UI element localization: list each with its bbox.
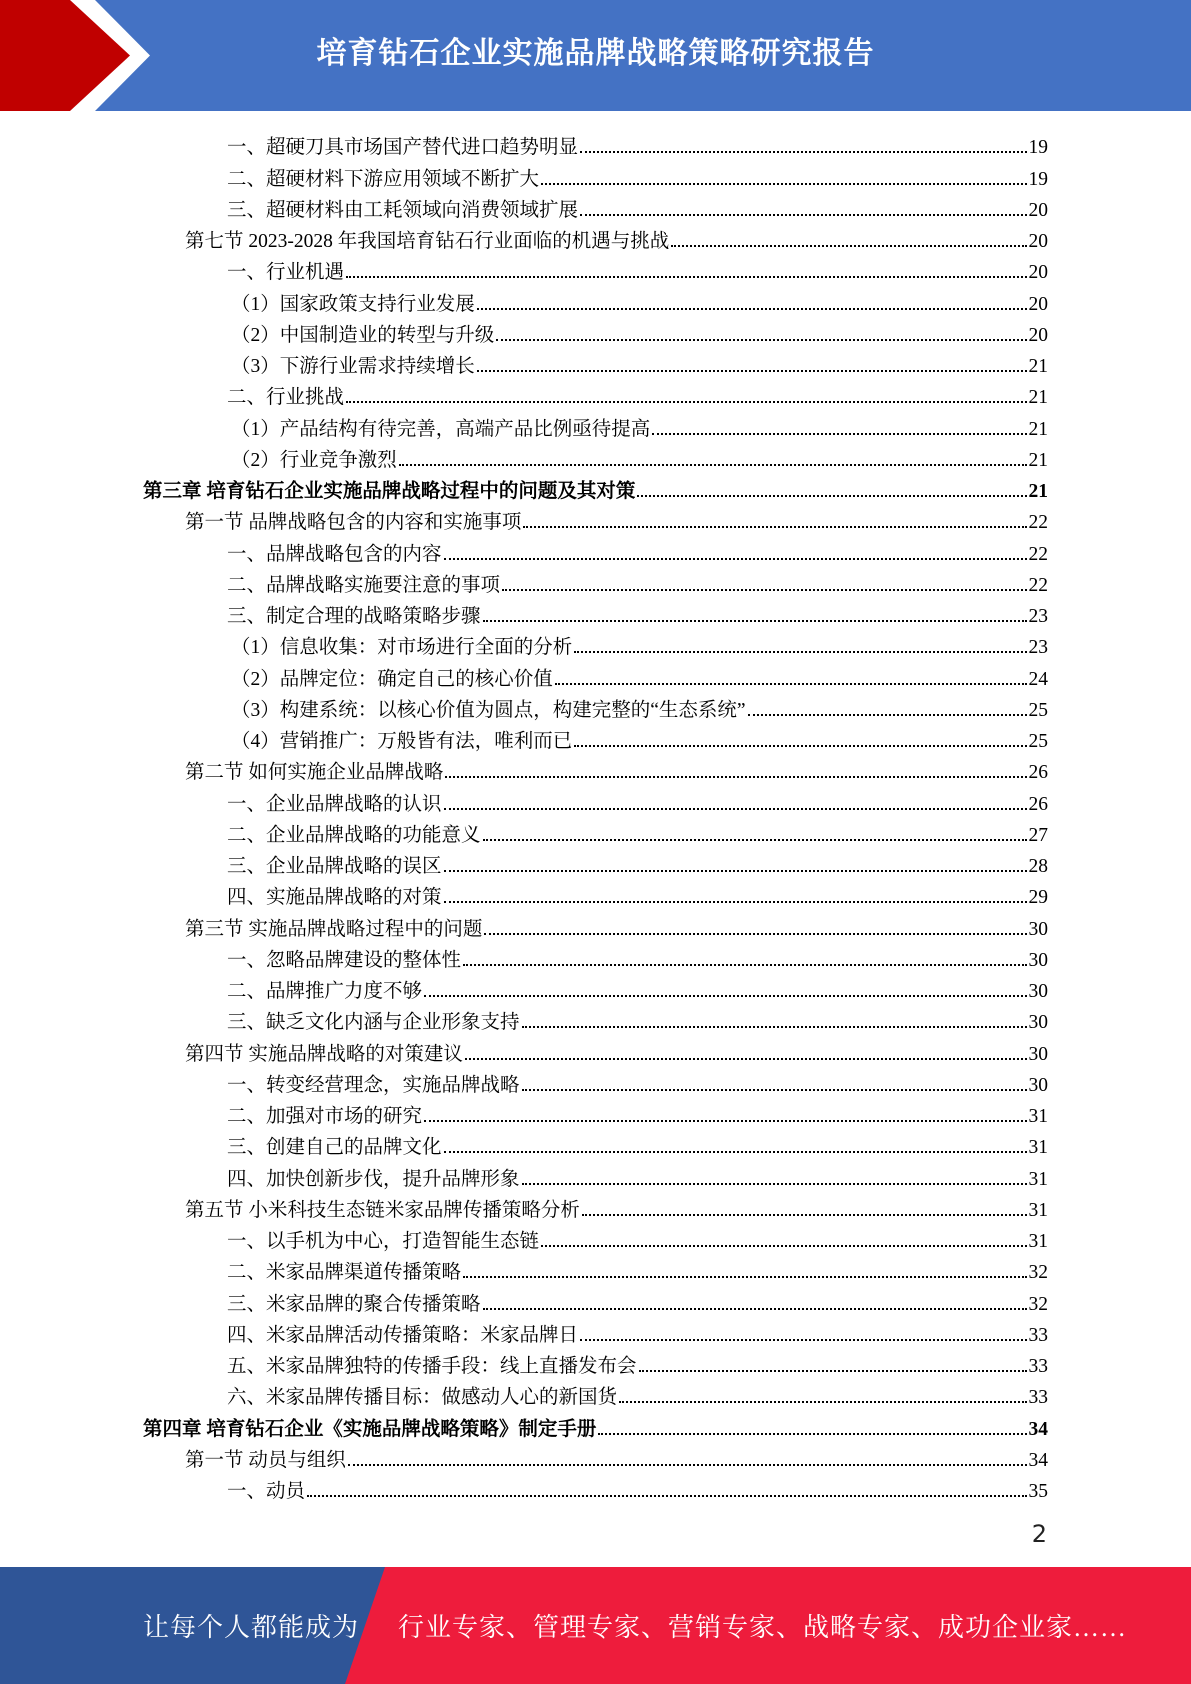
toc-entry[interactable]: [143, 191, 1048, 222]
toc-entry-title: 第一节 品牌战略包含的内容和实施事项: [185, 512, 522, 534]
toc-entry-page: 26: [1028, 762, 1048, 784]
toc-entry-title: 一、超硬刀具市场国产替代进口趋势明显: [227, 137, 579, 159]
toc-entry[interactable]: [143, 659, 1048, 690]
toc-dot-leader: [444, 901, 1027, 903]
toc-dot-leader: [574, 745, 1026, 747]
toc-dot-leader: [580, 214, 1026, 216]
toc-dot-leader: [307, 1495, 1026, 1497]
toc-entry-page: 22: [1028, 574, 1048, 596]
toc-dot-leader: [541, 1245, 1026, 1247]
toc-entry-page: 20: [1028, 293, 1048, 315]
toc-dot-leader: [444, 558, 1027, 560]
toc-entry[interactable]: [143, 253, 1048, 284]
toc-entry-page: 31: [1028, 1168, 1048, 1190]
toc-entry[interactable]: [143, 1159, 1048, 1190]
toc-entry[interactable]: [143, 941, 1048, 972]
toc-entry-title: 三、超硬材料由工耗领域向消费领域扩展: [227, 199, 579, 221]
toc-entry[interactable]: [143, 1003, 1048, 1034]
toc-entry-page: 22: [1028, 543, 1048, 565]
toc-entry-title: 一、以手机为中心，打造智能生态链: [227, 1231, 540, 1252]
toc-entry-title: 第二节 如何实施企业品牌战略: [185, 762, 444, 784]
toc-entry-title: 二、企业品牌战略的功能意义: [227, 824, 481, 846]
toc-entry[interactable]: [143, 1347, 1048, 1378]
toc-entry[interactable]: [143, 409, 1048, 440]
toc-entry[interactable]: [143, 159, 1048, 190]
toc-entry-title: 一、行业机遇: [227, 262, 345, 284]
toc-entry[interactable]: [143, 691, 1048, 722]
toc-entry-title: 第四章 培育钻石企业《实施品牌战略策略》制定手册: [143, 1418, 597, 1440]
toc-entry-page: 24: [1028, 668, 1048, 690]
toc-entry-page: 23: [1028, 637, 1048, 659]
toc-entry-page: 25: [1028, 731, 1048, 752]
toc-entry-page: 28: [1028, 856, 1048, 877]
toc-dot-leader: [424, 995, 1026, 997]
toc-entry[interactable]: [143, 784, 1048, 815]
toc-dot-leader: [444, 808, 1027, 810]
toc-entry-title: 第一节 动员与组织: [185, 1449, 346, 1471]
toc-dot-leader: [444, 1151, 1027, 1153]
toc-entry-title: 第三章 培育钻石企业实施品牌战略过程中的问题及其对策: [143, 481, 636, 502]
toc-dot-leader: [619, 1401, 1026, 1403]
toc-dot-leader: [444, 870, 1027, 872]
page-number: 2: [1031, 1520, 1047, 1548]
toc-entry[interactable]: [143, 628, 1048, 659]
toc-entry-page: 30: [1028, 981, 1048, 1002]
toc-entry-page: 21: [1028, 418, 1048, 440]
toc-entry[interactable]: [143, 722, 1048, 753]
toc-entry-title: 三、企业品牌战略的误区: [227, 856, 442, 877]
toc-entry-title: 二、加强对市场的研究: [227, 1106, 423, 1127]
toc-dot-leader: [652, 433, 1026, 435]
toc-dot-leader: [523, 526, 1026, 528]
toc-entry-title: （1）产品结构有待完善，高端产品比例亟待提高: [231, 418, 651, 440]
toc-entry-page: 20: [1028, 324, 1048, 346]
toc-entry-title: 二、行业挑战: [227, 387, 345, 409]
toc-entry[interactable]: [143, 284, 1048, 315]
toc-entry-title: （2）中国制造业的转型与升级: [231, 324, 495, 346]
toc-entry-page: 25: [1028, 699, 1048, 721]
toc-entry[interactable]: [143, 972, 1048, 1003]
toc-entry-page: 30: [1028, 1074, 1048, 1096]
toc-entry[interactable]: [143, 1441, 1048, 1472]
toc-entry-page: 33: [1028, 1324, 1048, 1346]
toc-entry-title: 第四节 实施品牌战略的对策建议: [185, 1043, 463, 1065]
toc-entry-page: 20: [1028, 231, 1048, 252]
toc-entry-title: 一、忽略品牌建设的整体性: [227, 949, 462, 971]
toc-entry[interactable]: [143, 1253, 1048, 1284]
toc-entry-title: 三、缺乏文化内涵与企业形象支持: [227, 1012, 520, 1034]
toc-entry-page: 30: [1028, 1043, 1048, 1065]
toc-dot-leader: [598, 1433, 1026, 1435]
toc-dot-leader: [502, 589, 1026, 591]
toc-entry-page: 21: [1028, 449, 1048, 471]
toc-entry-page: 31: [1028, 1199, 1048, 1221]
toc-entry-page: 30: [1028, 949, 1048, 971]
toc-entry-title: （2）行业竞争激烈: [231, 449, 397, 471]
toc-entry[interactable]: [143, 472, 1048, 503]
toc-entry-page: 21: [1028, 387, 1048, 409]
toc-entry[interactable]: [143, 1284, 1048, 1315]
toc-dot-leader: [580, 151, 1026, 153]
toc-entry[interactable]: [143, 878, 1048, 909]
toc-entry-page: 35: [1028, 1481, 1048, 1502]
toc-entry[interactable]: [143, 1128, 1048, 1159]
toc-dot-leader: [522, 1026, 1027, 1028]
document-title: 培育钻石企业实施品牌战略策略研究报告: [316, 36, 875, 71]
toc-dot-leader: [671, 245, 1026, 247]
toc-dot-leader: [483, 1308, 1027, 1310]
toc-entry-title: 四、米家品牌活动传播策略：米家品牌日: [227, 1324, 579, 1346]
toc-dot-leader: [496, 339, 1026, 341]
toc-dot-leader: [522, 1089, 1027, 1091]
toc-dot-leader: [348, 1464, 1027, 1466]
toc-entry-page: 31: [1028, 1137, 1048, 1159]
toc-dot-leader: [639, 1370, 1027, 1372]
toc-entry[interactable]: [143, 847, 1048, 878]
toc-entry-title: 四、加快创新步伐，提升品牌形象: [227, 1168, 520, 1190]
toc-entry-title: （1）信息收集：对市场进行全面的分析: [231, 637, 573, 659]
toc-entry-page: 22: [1028, 512, 1048, 534]
toc-entry-page: 32: [1028, 1293, 1048, 1315]
toc-entry-title: 二、品牌战略实施要注意的事项: [227, 574, 501, 596]
toc-entry-title: （3）下游行业需求持续增长: [231, 356, 475, 377]
toc-dot-leader: [463, 964, 1026, 966]
toc-dot-leader: [465, 1058, 1027, 1060]
toc-entry-page: 29: [1028, 887, 1048, 909]
toc-dot-leader: [346, 401, 1026, 403]
toc-dot-leader: [483, 620, 1027, 622]
footer-slogan-right: 行业专家、管理专家、营销专家、战略专家、成功企业家……: [398, 1613, 1128, 1642]
table-of-contents: [143, 128, 1048, 1503]
toc-entry[interactable]: [143, 441, 1048, 472]
toc-entry[interactable]: [143, 128, 1048, 159]
toc-dot-leader: [445, 776, 1026, 778]
toc-entry-title: （3）构建系统：以核心价值为圆点，构建完整的“生态系统”: [231, 699, 746, 721]
toc-entry-page: 19: [1028, 137, 1048, 159]
toc-entry-title: 一、动员: [227, 1481, 306, 1502]
toc-entry[interactable]: [143, 909, 1048, 940]
toc-entry[interactable]: [143, 222, 1048, 253]
toc-entry-page: 27: [1028, 824, 1048, 846]
toc-dot-leader: [399, 464, 1027, 466]
toc-entry-title: （2）品牌定位：确定自己的核心价值: [231, 668, 553, 690]
toc-entry-title: 二、超硬材料下游应用领域不断扩大: [227, 168, 540, 190]
toc-dot-leader: [582, 1214, 1027, 1216]
toc-entry[interactable]: [143, 378, 1048, 409]
toc-entry-page: 30: [1028, 1012, 1048, 1034]
toc-entry-title: 三、制定合理的战略策略步骤: [227, 606, 481, 627]
toc-entry-title: 一、转变经营理念，实施品牌战略: [227, 1074, 520, 1096]
toc-entry-page: 21: [1028, 356, 1048, 377]
toc-entry-page: 20: [1028, 262, 1048, 284]
toc-entry[interactable]: [143, 503, 1048, 534]
toc-dot-leader: [477, 370, 1027, 372]
toc-entry-page: 26: [1028, 793, 1048, 815]
toc-dot-leader: [574, 651, 1026, 653]
toc-entry-page: 32: [1028, 1262, 1048, 1284]
toc-entry[interactable]: [143, 816, 1048, 847]
toc-entry-page: 20: [1028, 199, 1048, 221]
toc-entry-title: 五、米家品牌独特的传播手段：线上直播发布会: [227, 1356, 637, 1377]
toc-entry[interactable]: [143, 1066, 1048, 1097]
toc-entry-title: 三、创建自己的品牌文化: [227, 1137, 442, 1159]
toc-entry-page: 31: [1028, 1106, 1048, 1127]
toc-entry[interactable]: [143, 566, 1048, 597]
toc-entry[interactable]: [143, 347, 1048, 378]
toc-entry[interactable]: [143, 534, 1048, 565]
toc-entry-title: 第七节 2023-2028 年我国培育钻石行业面临的机遇与挑战: [185, 231, 670, 252]
toc-entry-title: 二、品牌推广力度不够: [227, 981, 423, 1002]
toc-entry-page: 19: [1028, 168, 1048, 190]
toc-entry-title: 第三节 实施品牌战略过程中的问题: [185, 918, 483, 940]
toc-entry-title: 二、米家品牌渠道传播策略: [227, 1262, 462, 1284]
toc-entry[interactable]: [143, 316, 1048, 347]
toc-dot-leader: [463, 1276, 1026, 1278]
toc-dot-leader: [424, 1120, 1026, 1122]
toc-entry[interactable]: [143, 1222, 1048, 1253]
toc-entry-page: 31: [1028, 1231, 1048, 1252]
toc-entry[interactable]: [143, 597, 1048, 628]
toc-entry[interactable]: [143, 1316, 1048, 1347]
toc-entry[interactable]: [143, 753, 1048, 784]
toc-entry-page: 30: [1028, 918, 1048, 940]
toc-entry-page: 33: [1028, 1387, 1048, 1409]
page-footer: [0, 1567, 1191, 1684]
toc-dot-leader: [483, 839, 1027, 841]
toc-dot-leader: [748, 714, 1027, 716]
toc-dot-leader: [484, 933, 1026, 935]
toc-entry[interactable]: [143, 1472, 1048, 1503]
toc-dot-leader: [580, 1339, 1026, 1341]
toc-entry[interactable]: [143, 1097, 1048, 1128]
toc-entry-page: 21: [1028, 481, 1048, 502]
toc-dot-leader: [522, 1183, 1027, 1185]
page-header: [0, 0, 1191, 111]
toc-dot-leader: [346, 276, 1026, 278]
toc-entry-title: 一、品牌战略包含的内容: [227, 543, 442, 565]
toc-dot-leader: [637, 495, 1026, 497]
footer-slogan-left: 让每个人都能成为: [143, 1613, 360, 1642]
toc-dot-leader: [477, 308, 1027, 310]
toc-entry-title: （4）营销推广：万般皆有法，唯利而已: [231, 731, 573, 752]
toc-entry-page: 33: [1028, 1356, 1048, 1377]
toc-entry[interactable]: [143, 1191, 1048, 1222]
toc-entry[interactable]: [143, 1409, 1048, 1440]
toc-dot-leader: [555, 683, 1027, 685]
toc-entry-page: 34: [1028, 1418, 1048, 1440]
toc-entry[interactable]: [143, 1378, 1048, 1409]
toc-entry-title: 一、企业品牌战略的认识: [227, 793, 442, 815]
toc-entry-title: （1）国家政策支持行业发展: [231, 293, 475, 315]
toc-entry-title: 六、米家品牌传播目标：做感动人心的新国货: [227, 1387, 618, 1409]
toc-entry-page: 23: [1028, 606, 1048, 627]
toc-dot-leader: [541, 183, 1026, 185]
toc-entry-title: 第五节 小米科技生态链米家品牌传播策略分析: [185, 1199, 580, 1221]
toc-entry-page: 34: [1028, 1449, 1048, 1471]
toc-entry-title: 三、米家品牌的聚合传播策略: [227, 1293, 481, 1315]
toc-entry-title: 四、实施品牌战略的对策: [227, 887, 442, 909]
toc-entry[interactable]: [143, 1034, 1048, 1065]
